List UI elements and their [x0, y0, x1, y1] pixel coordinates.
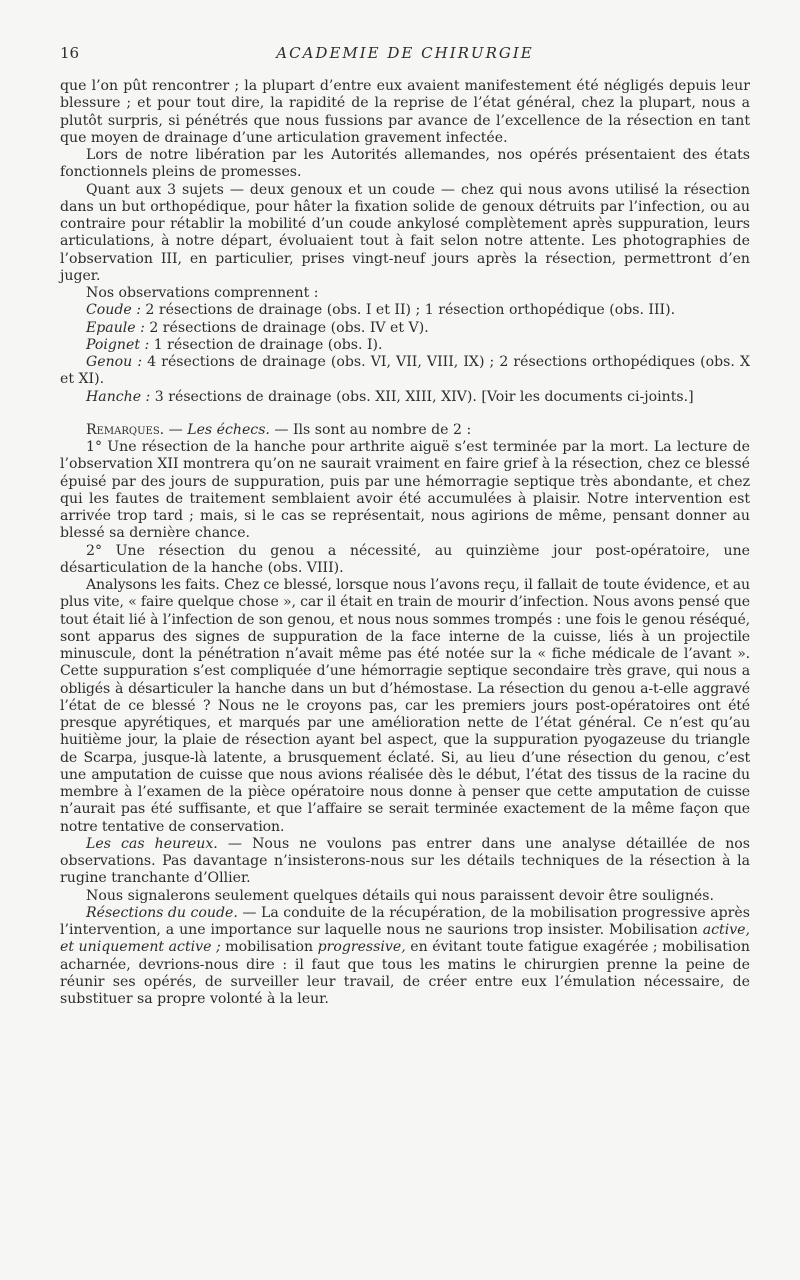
echecs-label: Les échecs. — [187, 421, 270, 438]
page-number: 16 — [60, 44, 80, 62]
paragraph-resections-coude — [60, 905, 750, 1009]
coude-text-e: en évitant toute fatigue exagérée ; mobilisation acharnée, devrions-nous dire : il faut que tous les matins le chirurgien prenne la peine de réunir ses opérés, de surveiller leur travail, de créer entre eux l’émulation nécessaire, de substituer sa propre volonté à la leur. — [60, 939, 750, 1007]
coude-text-b: active, et uniquement active ; — [60, 922, 750, 956]
list-label: Epaule : — [86, 319, 145, 336]
remarques-heading — [60, 422, 750, 439]
paragraph-analyse: Analysons les faits. Chez ce blessé, lorsque nous l’avons reçu, il fallait de toute évidence, et au plus vite, « faire quelque chose », car il était en train de mourir d’infection. Nous avons pensé que tout était lié à l’infection de son genou, et nous nous sommes trompés : une fois le genou réséqué, sont apparus des signes de suppuration de la face interne de la cuisse, liés à un projectile minuscule, dont la pénétration n’avait même pas été notée sur la « fiche médicale de l’avant ». Cette suppuration s’est compliquée d’une hémorragie septique secondaire très grave, qui nous a obligés à désarticuler la hanche dans un but d’hémostase. La résection du genou a-t-elle aggravé l’état de ce blessé ? Nous ne le croyons pas, car les premiers jours post-opératoires ont été presque apyrétiques, et marqués par une amélioration nette de l’état général. Ce n’est qu’au huitième jour, la plaie de résection ayant bel aspect, que la suppuration pyogazeuse du triangle de Scarpa, jusque-là latente, a brusquement éclaté. Si, au lieu d’une résection du genou, c’est une amputation de cuisse que nous avions réalisée dès le début, l’état des tissus de la racine du membre à l’examen de la pièce opératoire nous donne à penser que cette amputation de cuisse n’aurait pas été suffisante, et que l’affaire se serait terminée exactement de la même façon que notre tentative de conservation. — [60, 577, 750, 835]
paragraph-2: Lors de notre libération par les Autorités allemandes, nos opérés présentaient des états fonctionnels pleins de promesses. — [60, 147, 750, 181]
list-text: 1 résection de drainage (obs. I). — [149, 336, 383, 353]
paragraph-signalerons: Nous signalerons seulement quelques détails qui nous paraissent devoir être soulignés. — [86, 887, 714, 904]
list-text: 4 résections de drainage (obs. VI, VII, VIII, IX) ; 2 résections orthopédiques (obs. X et XI). — [60, 354, 750, 388]
paragraph-echec-1: 1° Une résection de la hanche pour arthrite aiguë s’est terminée par la mort. La lecture de l’observation XII montrera qu’on ne saurait vraiment en faire grief à la résection, chez ce blessé épuisé par des jours de suppuration, puis par une hémorragie septique très abondante, et chez qui les fautes de traitement semblaient avoir été accumulées à plaisir. Notre intervention est arrivée trop tard ; mais, si le cas se représentait, nous agirions de même, pensant donner au blessé sa dernière chance. — [60, 439, 750, 542]
list-item-coude — [60, 302, 750, 319]
paragraph-1: que l’on pût rencontrer ; la plupart d’entre eux avaient manifestement été négligés depuis leur blessure ; et pour tout dire, la rapidité de la reprise de l’état général, chez la plupart, nous a plutôt surpris, si pénétrés que nous fussions par avance de l’excellence de la résection en tant que moyen de drainage d’une articulation gravement infectée. — [60, 78, 750, 146]
list-label: Coude : — [86, 302, 141, 319]
heureux-label: Les cas heureux. — [86, 835, 218, 852]
list-text: 2 résections de drainage (obs. IV et V). — [144, 319, 429, 336]
page-header — [60, 44, 750, 68]
list-text: 2 résections de drainage (obs. I et II) ; 1 résection orthopédique (obs. III). — [140, 302, 676, 319]
remarques-dash: — — [164, 421, 188, 438]
list-label: Poignet : — [86, 336, 150, 353]
paragraph-echec-2: 2° Une résection du genou a nécessité, au quinzième jour post-opératoire, une désarticulation de la hanche (obs. VIII). — [60, 542, 750, 576]
coude-text-a: — La conduite de la récupération, de la mobilisation progressive après l’intervention, a une importance sur laquelle nous ne saurions trop insister. Mobilisation — [60, 904, 750, 938]
coude-text-d: progressive, — [317, 939, 406, 956]
list-item-hanche — [60, 389, 750, 406]
remarques-text: — Ils sont au nombre de 2 : — [269, 421, 472, 438]
paragraph-4: Nos observations comprennent : — [86, 285, 319, 301]
paragraph-cas-heureux — [60, 836, 750, 888]
body-text — [60, 78, 750, 1008]
list-text: 3 résections de drainage (obs. XII, XIII, XIV). [Voir les documents ci-joints.] — [150, 388, 694, 405]
list-item-genou — [60, 354, 750, 389]
list-item-epaule — [60, 320, 750, 337]
list-item-poignet — [60, 337, 750, 354]
coude-label: Résections du coude. — [86, 904, 238, 921]
remarques-label: Remarques. — [86, 421, 165, 438]
coude-text-c: mobilisation — [220, 939, 318, 956]
heureux-text: — Nous ne voulons pas entrer dans une analyse détaillée de nos observations. Pas davantage n’insisterons-nous sur les détails techniques de la résection à la rugine tranchante d’Ollier. — [60, 835, 751, 887]
paragraph-3: Quant aux 3 sujets — deux genoux et un coude — chez qui nous avons utilisé la résection dans un but orthopédique, pour hâter la fixation solide de genoux détruits par l’infection, ou au contraire pour rétablir la mobilité d’un coude ankylosé complètement après suppuration, leurs articulations, à notre départ, évoluaient tout à fait selon notre attente. Les photographies de l’observation III, en particulier, prises vingt-neuf jours après la résection, permettront d’en juger. — [60, 181, 750, 284]
list-label: Hanche : — [86, 388, 151, 405]
running-title: ACADEMIE DE CHIRURGIE — [276, 44, 534, 62]
list-label: Genou : — [86, 354, 143, 370]
